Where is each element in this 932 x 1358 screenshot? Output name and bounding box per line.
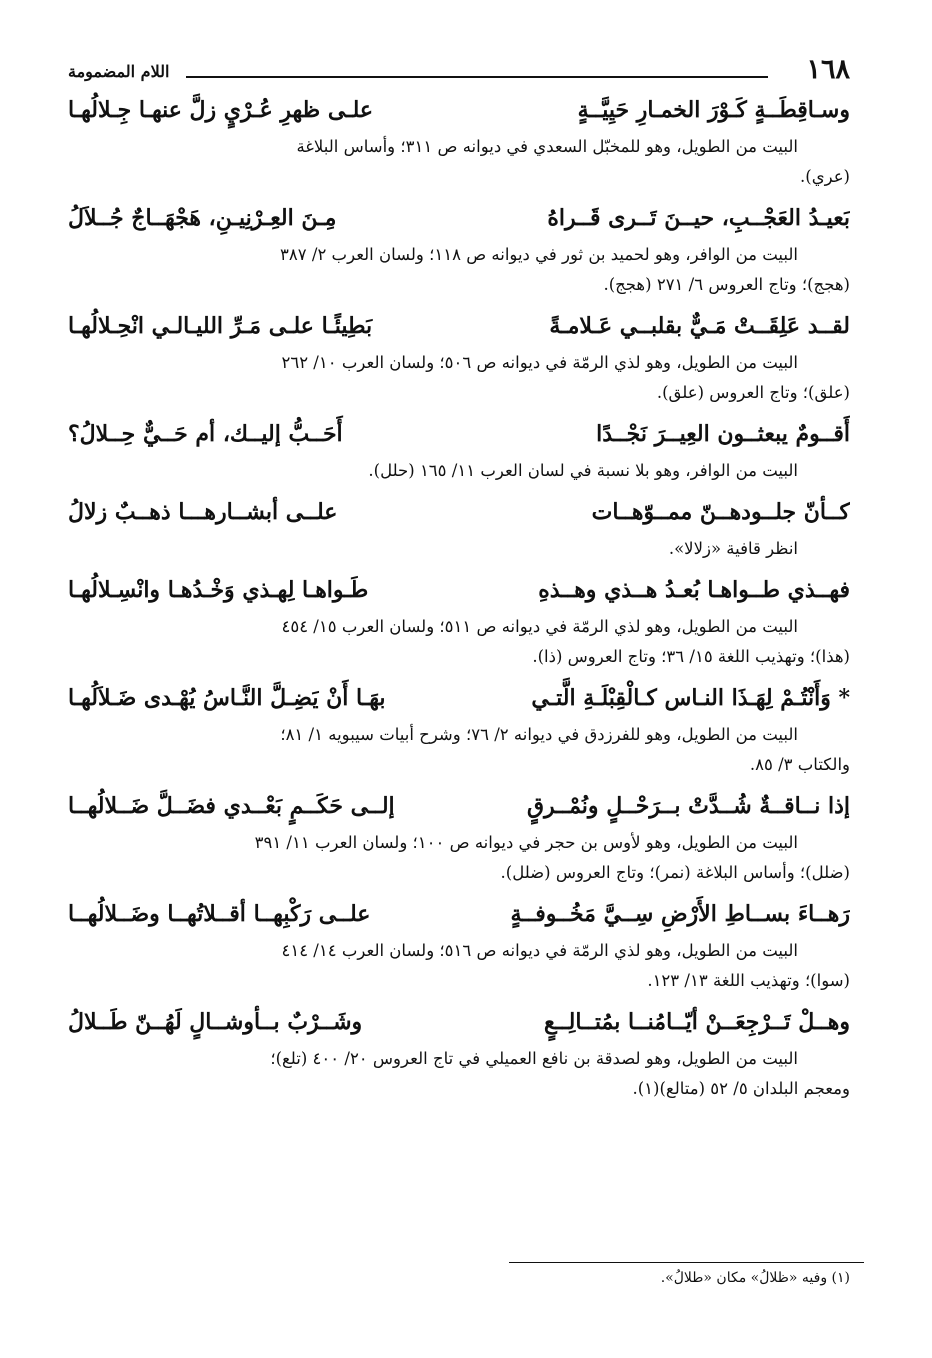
verse-line [68, 490, 850, 534]
verse-entry [68, 568, 850, 672]
verse-line [68, 1000, 850, 1044]
note-text: البيت من الطويل، وهو لصدقة بن نافع العميلي في تاج العروس ٢٠/ ٤٠٠ (تلع)؛ [270, 1049, 798, 1068]
first-hemistich: بَعيـدُ العَجْــبِ، حيــنَ تَــرى قَــراهُ [547, 205, 850, 231]
note-text: البيت من الوافر، وهو بلا نسبة في لسان العرب ١١/ ١٦٥ (حلل). [368, 461, 798, 480]
second-hemistich: علـى ظهرِ عُـرْيٍ زلَّ عنهـا جِـلالُهـا [68, 97, 374, 123]
verse-entry [68, 412, 850, 486]
note-continuation: (هجج)؛ وتاج العروس ٦/ ٢٧١ (هجج). [603, 275, 850, 294]
first-hemistich: * وَأَنْتُـمْ لِهَـذَا النـاس كـالْقِبْلَـةِ الَّتـي [531, 685, 850, 711]
second-hemistich: أَحَــبُّ إليــك، أم حَــيٌّ حِــلالُ؟ [68, 421, 343, 447]
first-hemistich: رَهــاءَ بســاطِ الأَرْضِ سِــيَّ مَخُــوفــةٍ [510, 901, 850, 927]
second-hemistich: وشَــرْبٌ بــأوشــالٍ لَهُــنّ طَــلالُ [68, 1009, 363, 1035]
page-header [68, 54, 850, 88]
running-title: اللام المضمومة [68, 62, 170, 81]
header-rule [186, 76, 768, 78]
note-text: البيت من الطويل، وهو للفرزدق في ديوانه ٢/ ٧٦؛ وشرح أبيات سيبويه ١/ ٨١؛ [280, 725, 798, 744]
second-hemistich: مِـنَ العِـرْنِيـنِ، هَجْهَــاجٌ جُــلاَلُ [68, 205, 337, 231]
second-hemistich: بَطِيئًـا علـى مَـرِّ الليـالـي انْحِـلالُهـا [68, 313, 373, 339]
verse-note [68, 936, 850, 996]
verse-entry [68, 490, 850, 564]
note-text: البيت من الطويل، وهو للمخبّل السعدي في ديوانه ص ٣١١؛ وأساس البلاغة [296, 137, 798, 156]
verse-entry [68, 784, 850, 888]
verse-note [68, 456, 850, 486]
note-text: البيت من الوافر، وهو لحميد بن ثور في ديوانه ص ١١٨؛ ولسان العرب ٢/ ٣٨٧ [280, 245, 798, 264]
verse-line [68, 568, 850, 612]
note-continuation: (سوا)؛ وتهذيب اللغة ١٣/ ١٢٣. [647, 971, 850, 990]
first-hemistich: لقــد عَلِقَــتْ مَـيٌّ بقلبــي عَـلامـةً [549, 313, 850, 339]
note-continuation: (ضلل)؛ وأساس البلاغة (نمر)؛ وتاج العروس (ضلل). [500, 863, 850, 882]
note-continuation: (عري). [800, 167, 850, 186]
verse-note [68, 612, 850, 672]
verse-note [68, 720, 850, 780]
note-text: انظر قافية «زلالا». [668, 539, 798, 558]
first-hemistich: إذا نــاقــةٌ شُــدَّتْ بــرَحْــلٍ ونُمْــرقٍ [526, 793, 850, 819]
verse-line [68, 412, 850, 456]
verse-line [68, 892, 850, 936]
verse-line [68, 196, 850, 240]
first-hemistich: وهــلْ تَــرْجِعَــنْ أيّــامُنــا بمُتــالِــعٍ [544, 1009, 850, 1035]
verse-note [68, 1044, 850, 1104]
verse-note [68, 534, 850, 564]
note-text: البيت من الطويل، وهو لذي الرمّة في ديوانه ص ٥٠٦؛ ولسان العرب ١٠/ ٢٦٢ [281, 353, 798, 372]
first-hemistich: أَقــومٌ يبعثــون العِيــرَ نَجْــدًا [596, 421, 850, 447]
second-hemistich: طَـواهـا لِهـذي وَخْـدُهـا وانْسِـلالُهـا [68, 577, 369, 603]
first-hemistich: كــأنّ جلــودهــنّ ممــوّهــات [591, 499, 850, 525]
footnote-rule [509, 1262, 864, 1263]
note-continuation: ومعجم البلدان ٥/ ٥٢ (متالع)(١). [632, 1079, 850, 1098]
first-hemistich: وسـاقِطَــةٍ كَـوْرَ الخمـارِ حَيِيَّــةٍ [577, 97, 850, 123]
verse-entry [68, 676, 850, 780]
verse-line [68, 304, 850, 348]
verse-note [68, 348, 850, 408]
note-continuation: (هذا)؛ وتهذيب اللغة ١٥/ ٣٦؛ وتاج العروس (ذا). [532, 647, 850, 666]
note-continuation: (علق)؛ وتاج العروس (علق). [656, 383, 850, 402]
verse-note [68, 132, 850, 192]
second-hemistich: علــى أبشــارهـــا ذهــبٌ زلالُ [68, 499, 338, 525]
verse-note [68, 240, 850, 300]
note-text: البيت من الطويل، وهو لذي الرمّة في ديوانه ص ٥١١؛ ولسان العرب ١٥/ ٤٥٤ [281, 617, 798, 636]
second-hemistich: بهَـا أَنْ يَضِـلَّ النَّـاسُ يُهْـدى ضَـلاَلُهـا [68, 685, 386, 711]
note-text: البيت من الطويل، وهو لذي الرمّة في ديوانه ص ٥١٦؛ ولسان العرب ١٤/ ٤١٤ [281, 941, 798, 960]
verse-entry [68, 196, 850, 300]
verse-line [68, 676, 850, 720]
verse-line [68, 784, 850, 828]
verse-list [68, 88, 850, 1104]
second-hemistich: علــى رَكْبِهــا أقــلاتُهــا وضَــلالُهــا [68, 901, 371, 927]
verse-entry [68, 892, 850, 996]
note-continuation: والكتاب ٣/ ٨٥. [749, 755, 850, 774]
verse-entry [68, 304, 850, 408]
footnote: (١) وفيه «ظلالُ» مكان «طلالُ». [660, 1270, 850, 1286]
verse-line [68, 88, 850, 132]
verse-entry [68, 1000, 850, 1104]
page-number: ١٦٨ [806, 54, 850, 85]
first-hemistich: فهــذي طــواهـا بُعـدُ هــذي وهــذهِ [538, 577, 850, 603]
second-hemistich: إلــى حَكَــمٍ بَعْــدي فضَــلَّ ضَــلالُهــا [68, 793, 395, 819]
page [68, 54, 850, 1108]
verse-entry [68, 88, 850, 192]
note-text: البيت من الطويل، وهو لأوس بن حجر في ديوانه ص ١٠٠؛ ولسان العرب ١١/ ٣٩١ [254, 833, 798, 852]
verse-note [68, 828, 850, 888]
